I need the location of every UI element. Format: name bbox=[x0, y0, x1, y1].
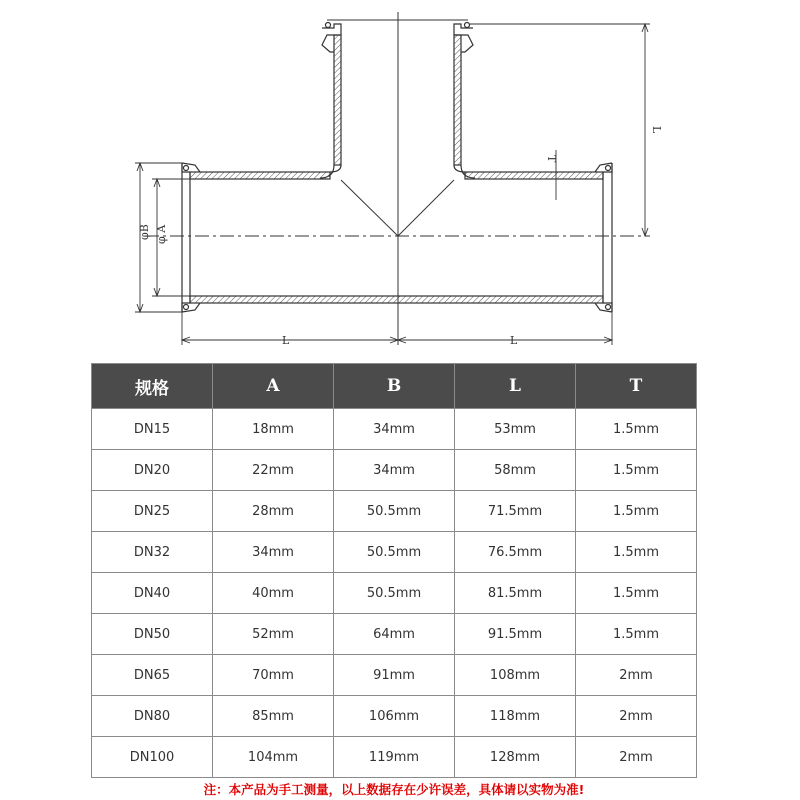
cell-l: 58mm bbox=[455, 450, 576, 491]
tee-technical-drawing bbox=[0, 0, 800, 360]
table-row bbox=[92, 655, 697, 696]
cell-a: 18mm bbox=[213, 409, 334, 450]
table-row bbox=[92, 450, 697, 491]
cell-spec: DN40 bbox=[92, 573, 213, 614]
cell-l: 71.5mm bbox=[455, 491, 576, 532]
cell-b: 50.5mm bbox=[334, 491, 455, 532]
table-row bbox=[92, 491, 697, 532]
measurement-disclaimer-note: 注：本产品为手工测量，以上数据存在少许误差，具体请以实物为准! bbox=[203, 782, 585, 797]
table-row bbox=[92, 737, 697, 778]
cell-l: 108mm bbox=[455, 655, 576, 696]
cell-spec: DN15 bbox=[92, 409, 213, 450]
cell-t: 2mm bbox=[576, 696, 697, 737]
cell-a: 52mm bbox=[213, 614, 334, 655]
cell-b: 91mm bbox=[334, 655, 455, 696]
cell-l: 91.5mm bbox=[455, 614, 576, 655]
cell-l: 81.5mm bbox=[455, 573, 576, 614]
spec-table bbox=[91, 363, 697, 778]
l-vertical-label: L bbox=[650, 126, 663, 134]
cell-b: 119mm bbox=[334, 737, 455, 778]
cell-spec: DN65 bbox=[92, 655, 213, 696]
phi-b-label: φB bbox=[138, 224, 151, 240]
cell-t: 2mm bbox=[576, 655, 697, 696]
header-b: B bbox=[334, 364, 455, 409]
cell-b: 34mm bbox=[334, 450, 455, 491]
cell-t: 1.5mm bbox=[576, 614, 697, 655]
cell-spec: DN25 bbox=[92, 491, 213, 532]
table-row bbox=[92, 614, 697, 655]
cell-t: 1.5mm bbox=[576, 532, 697, 573]
table-row bbox=[92, 409, 697, 450]
cell-t: 1.5mm bbox=[576, 491, 697, 532]
cell-l: 76.5mm bbox=[455, 532, 576, 573]
cell-a: 40mm bbox=[213, 573, 334, 614]
table-row bbox=[92, 696, 697, 737]
cell-a: 70mm bbox=[213, 655, 334, 696]
cell-a: 34mm bbox=[213, 532, 334, 573]
header-spec: 规格 bbox=[92, 364, 213, 409]
cell-a: 22mm bbox=[213, 450, 334, 491]
tee-outline bbox=[145, 12, 650, 345]
table-row bbox=[92, 573, 697, 614]
cell-l: 118mm bbox=[455, 696, 576, 737]
branch-wall-right bbox=[454, 35, 461, 165]
cell-spec: DN20 bbox=[92, 450, 213, 491]
cell-b: 34mm bbox=[334, 409, 455, 450]
l-bottom-right-label: L bbox=[510, 334, 518, 347]
run-bottom-wall bbox=[190, 296, 603, 303]
cell-spec: DN100 bbox=[92, 737, 213, 778]
cell-spec: DN50 bbox=[92, 614, 213, 655]
t-label: T bbox=[545, 155, 558, 163]
cell-spec: DN32 bbox=[92, 532, 213, 573]
cell-b: 106mm bbox=[334, 696, 455, 737]
cell-a: 85mm bbox=[213, 696, 334, 737]
cell-b: 50.5mm bbox=[334, 532, 455, 573]
table-row bbox=[92, 532, 697, 573]
branch-wall-left bbox=[334, 35, 341, 165]
run-top-wall-right bbox=[465, 172, 603, 179]
cell-a: 104mm bbox=[213, 737, 334, 778]
table-header-row bbox=[92, 364, 697, 409]
cell-a: 28mm bbox=[213, 491, 334, 532]
cell-t: 1.5mm bbox=[576, 450, 697, 491]
cell-l: 128mm bbox=[455, 737, 576, 778]
header-a: A bbox=[213, 364, 334, 409]
header-t: T bbox=[576, 364, 697, 409]
cell-b: 50.5mm bbox=[334, 573, 455, 614]
cell-t: 1.5mm bbox=[576, 409, 697, 450]
cell-spec: DN80 bbox=[92, 696, 213, 737]
l-bottom-left-label: L bbox=[282, 334, 290, 347]
cell-b: 64mm bbox=[334, 614, 455, 655]
cell-t: 1.5mm bbox=[576, 573, 697, 614]
run-top-wall-left bbox=[190, 172, 330, 179]
header-l: L bbox=[455, 364, 576, 409]
cell-t: 2mm bbox=[576, 737, 697, 778]
cell-l: 53mm bbox=[455, 409, 576, 450]
phi-a-label: φ A bbox=[155, 224, 168, 244]
